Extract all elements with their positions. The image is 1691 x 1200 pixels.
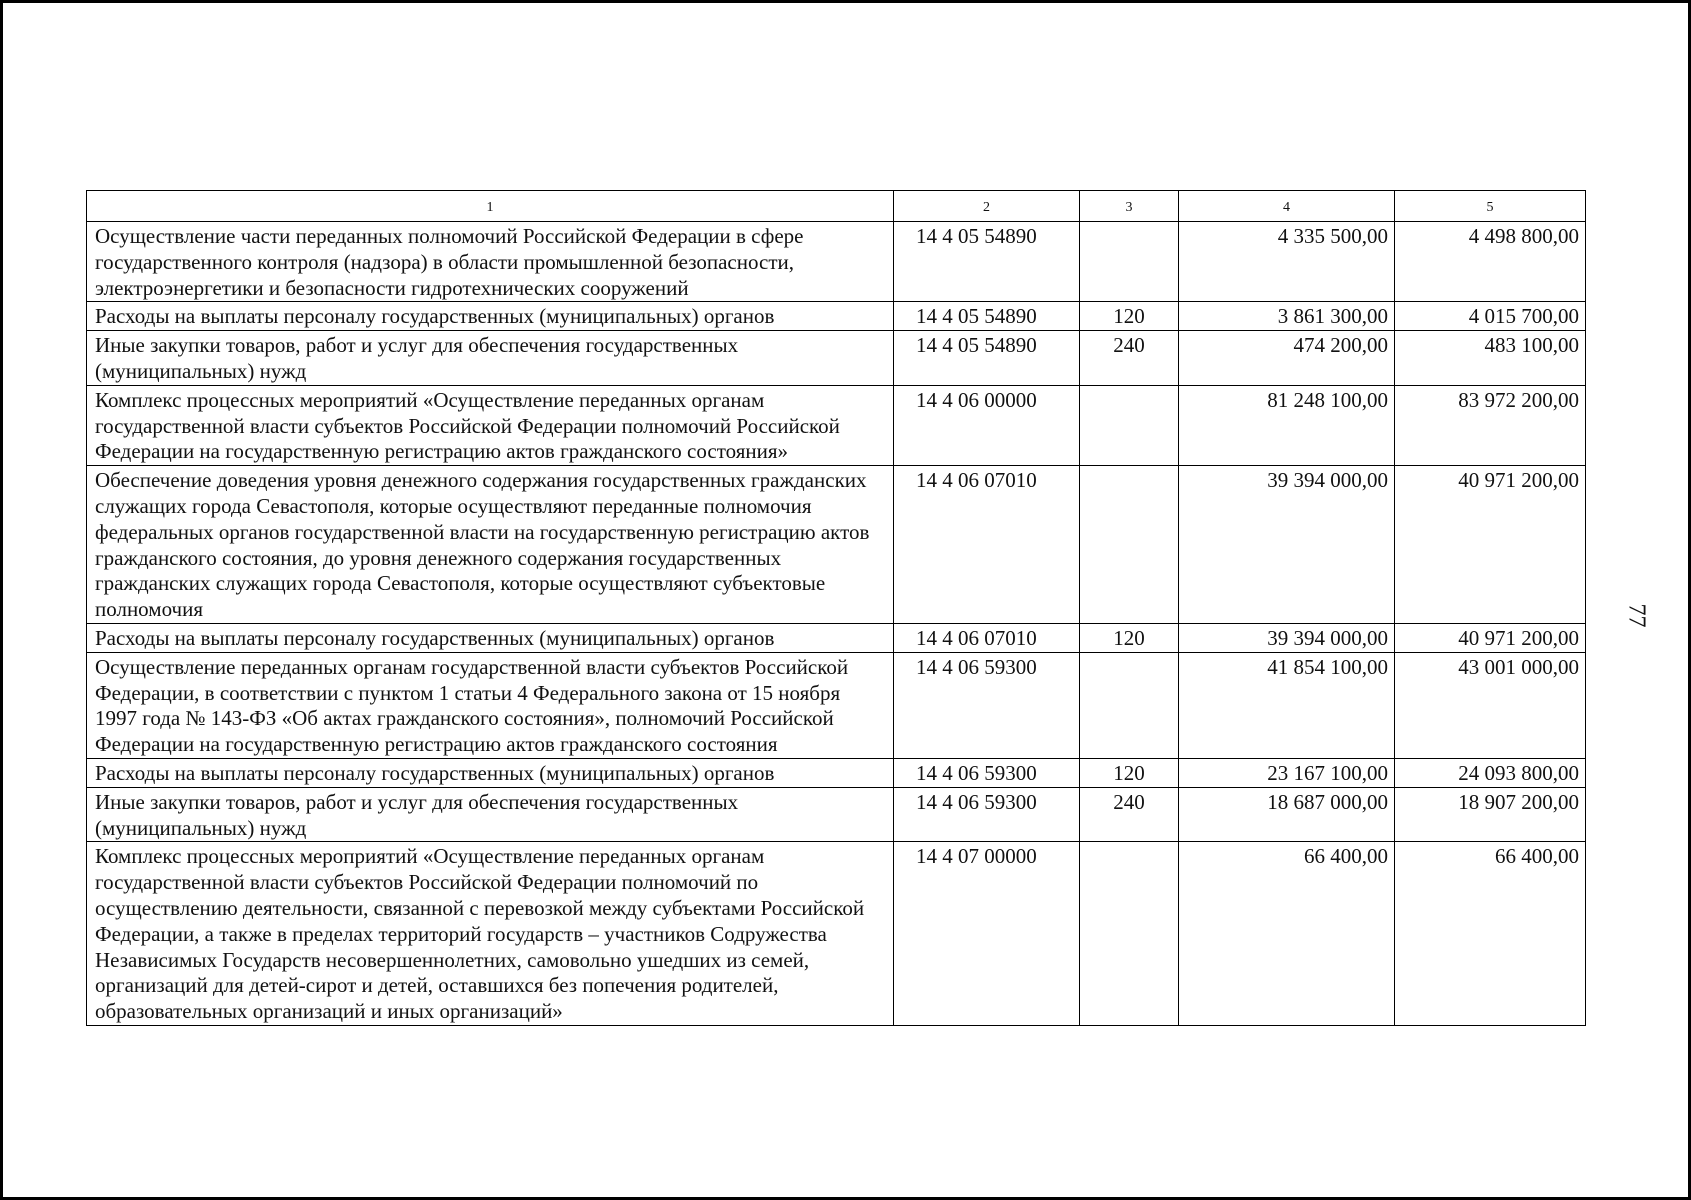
row-name: Осуществление части переданных полномочий Российской Федерации в сфере государственного контроля (надзора) в области промышленной безопасности, электроэнергетики и безопасности гидротехнических сооружений: [87, 222, 894, 302]
row-name: Осуществление переданных органам государственной власти субъектов Российской Федерации, в соответствии с пунктом 1 статьи 4 Федерального закона от 15 ноября 1997 года № 143-ФЗ «Об актах гражданского состояния», полномочий Российской Федерации на государственную регистрацию актов гражданского состояния: [87, 652, 894, 758]
row-type: [1080, 466, 1179, 624]
row-name: Комплекс процессных мероприятий «Осуществление переданных органам государственной власти субъектов Российской Федерации полномочий Российской Федерации на государственную регистрацию актов гражданского состояния»: [87, 385, 894, 465]
row-amount-2: 18 907 200,00: [1395, 787, 1586, 842]
row-amount-2: 483 100,00: [1395, 331, 1586, 386]
table-row: [87, 302, 1586, 331]
row-amount-2: 4 498 800,00: [1395, 222, 1586, 302]
row-amount-1: 23 167 100,00: [1179, 758, 1395, 787]
row-name: Иные закупки товаров, работ и услуг для обеспечения государственных (муниципальных) нужд: [87, 331, 894, 386]
table-row: [87, 842, 1586, 1026]
row-amount-2: 40 971 200,00: [1395, 466, 1586, 624]
row-type: [1080, 842, 1179, 1026]
row-code: 14 4 07 00000: [894, 842, 1080, 1026]
row-type: [1080, 385, 1179, 465]
row-type: 120: [1080, 758, 1179, 787]
row-name: Обеспечение доведения уровня денежного содержания государственных гражданских служащих города Севастополя, которые осуществляют переданные полномочия федеральных органов государственной власти на государственную регистрацию актов гражданского состояния, до уровня денежного содержания государственных гражданских служащих города Севастополя, которые осуществляют субъектовые полномочия: [87, 466, 894, 624]
row-code: 14 4 05 54890: [894, 222, 1080, 302]
row-code: 14 4 06 07010: [894, 466, 1080, 624]
header-cell-code: 2: [894, 191, 1080, 222]
row-amount-2: 24 093 800,00: [1395, 758, 1586, 787]
row-type: 120: [1080, 302, 1179, 331]
header-cell-name: 1: [87, 191, 894, 222]
row-code: 14 4 06 07010: [894, 623, 1080, 652]
table-header-row: [87, 191, 1586, 222]
row-name: Расходы на выплаты персоналу государственных (муниципальных) органов: [87, 623, 894, 652]
page-number: 77: [1623, 603, 1650, 628]
row-amount-1: 66 400,00: [1179, 842, 1395, 1026]
header-cell-amount-1: 4: [1179, 191, 1395, 222]
row-code: 14 4 06 00000: [894, 385, 1080, 465]
row-type: 240: [1080, 331, 1179, 386]
row-amount-2: 4 015 700,00: [1395, 302, 1586, 331]
row-code: 14 4 06 59300: [894, 758, 1080, 787]
table-row: [87, 222, 1586, 302]
table-row: [87, 466, 1586, 624]
row-name: Расходы на выплаты персоналу государственных (муниципальных) органов: [87, 758, 894, 787]
row-code: 14 4 06 59300: [894, 652, 1080, 758]
header-cell-amount-2: 5: [1395, 191, 1586, 222]
table-row: [87, 787, 1586, 842]
budget-table: [86, 190, 1586, 1026]
row-amount-2: 83 972 200,00: [1395, 385, 1586, 465]
table-row: [87, 623, 1586, 652]
row-amount-2: 43 001 000,00: [1395, 652, 1586, 758]
row-amount-1: 81 248 100,00: [1179, 385, 1395, 465]
row-amount-2: 40 971 200,00: [1395, 623, 1586, 652]
row-type: [1080, 222, 1179, 302]
table-row: [87, 758, 1586, 787]
row-type: [1080, 652, 1179, 758]
header-cell-type: 3: [1080, 191, 1179, 222]
row-amount-1: 474 200,00: [1179, 331, 1395, 386]
row-code: 14 4 06 59300: [894, 787, 1080, 842]
row-amount-1: 41 854 100,00: [1179, 652, 1395, 758]
row-type: 120: [1080, 623, 1179, 652]
row-amount-1: 39 394 000,00: [1179, 466, 1395, 624]
table-row: [87, 652, 1586, 758]
row-code: 14 4 05 54890: [894, 331, 1080, 386]
row-name: Расходы на выплаты персоналу государственных (муниципальных) органов: [87, 302, 894, 331]
row-type: 240: [1080, 787, 1179, 842]
table-row: [87, 385, 1586, 465]
table-row: [87, 331, 1586, 386]
row-amount-1: 4 335 500,00: [1179, 222, 1395, 302]
row-amount-1: 39 394 000,00: [1179, 623, 1395, 652]
row-name: Комплекс процессных мероприятий «Осуществление переданных органам государственной власти субъектов Российской Федерации полномочий по осуществлению деятельности, связанной с перевозкой между субъектами Российской Федерации, а также в пределах территорий государств – участников Содружества Независимых Государств несовершеннолетних, самовольно ушедших из семей, организаций для детей-сирот и детей, оставшихся без попечения родителей, образовательных организаций и иных организаций»: [87, 842, 894, 1026]
row-amount-1: 3 861 300,00: [1179, 302, 1395, 331]
row-name: Иные закупки товаров, работ и услуг для обеспечения государственных (муниципальных) нужд: [87, 787, 894, 842]
row-amount-1: 18 687 000,00: [1179, 787, 1395, 842]
row-code: 14 4 05 54890: [894, 302, 1080, 331]
row-amount-2: 66 400,00: [1395, 842, 1586, 1026]
